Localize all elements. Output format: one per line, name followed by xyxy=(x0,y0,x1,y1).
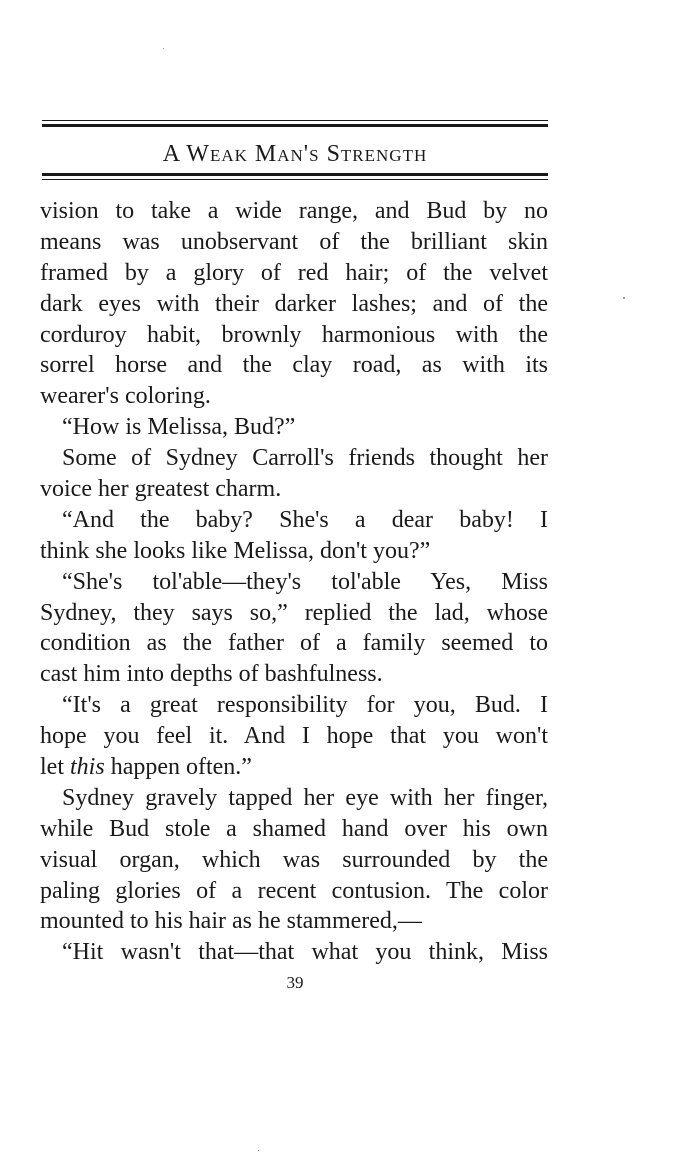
text-line: means was unobservant of the brilliant skin xyxy=(40,228,548,255)
text-line: “It's a great responsibility for you, Bud. I xyxy=(62,692,548,719)
text-line: think she looks like Melissa, don't you?” xyxy=(40,537,431,564)
emphasized-word: this xyxy=(70,754,105,781)
header-rule-top-thin xyxy=(42,120,548,121)
text-line: wearer's coloring. xyxy=(40,383,211,410)
line-suffix: happen often.” xyxy=(110,754,252,781)
text-line: “Hit wasn't that—that what you think, Miss xyxy=(62,939,548,966)
text-line: framed by a glory of red hair; of the velvet xyxy=(40,259,548,286)
text-line: vision to take a wide range, and Bud by no xyxy=(40,198,548,224)
text-line: hope you feel it. And I hope that you won't xyxy=(40,723,548,750)
header-rule-bottom-thick xyxy=(42,173,548,176)
header-rule-bottom-thin xyxy=(42,179,548,180)
text-line: corduroy habit, brownly harmonious with the xyxy=(40,321,548,348)
text-line: visual organ, which was surrounded by the xyxy=(40,846,548,873)
text-line: “She's tol'able—they's tol'able Yes, Miss xyxy=(62,568,548,595)
text-line: mounted to his hair as he stammered,— xyxy=(40,908,422,935)
body-text xyxy=(40,196,548,968)
line-prefix: let xyxy=(40,754,64,781)
paper-speck xyxy=(163,48,164,49)
page-number: 39 xyxy=(286,973,304,992)
text-line: voice her greatest charm. xyxy=(40,476,282,503)
text-line: while Bud stole a shamed hand over his own xyxy=(40,815,548,842)
text-line: paling glories of a recent contusion. The color xyxy=(40,877,548,904)
text-line: Some of Sydney Carroll's friends thought her xyxy=(62,445,548,472)
text-line: sorrel horse and the clay road, as with its xyxy=(40,352,548,379)
text-line: dark eyes with their darker lashes; and of the xyxy=(40,290,548,317)
text-line: “And the baby? She's a dear baby! I xyxy=(62,506,548,533)
header-rule-top-thick xyxy=(42,124,548,127)
text-line-emphasis xyxy=(40,752,548,783)
text-line: condition as the father of a family seemed to xyxy=(40,630,548,657)
text-line: cast him into depths of bashfulness. xyxy=(40,661,383,688)
running-title: A Weak Man's Strength xyxy=(162,141,428,167)
paper-speck xyxy=(258,1150,259,1151)
text-line: Sydney, they says so,” replied the lad, whose xyxy=(40,599,548,626)
text-line: Sydney gravely tapped her eye with her finger, xyxy=(62,784,548,811)
paper-speck xyxy=(623,297,625,299)
text-line: “How is Melissa, Bud?” xyxy=(62,414,296,441)
